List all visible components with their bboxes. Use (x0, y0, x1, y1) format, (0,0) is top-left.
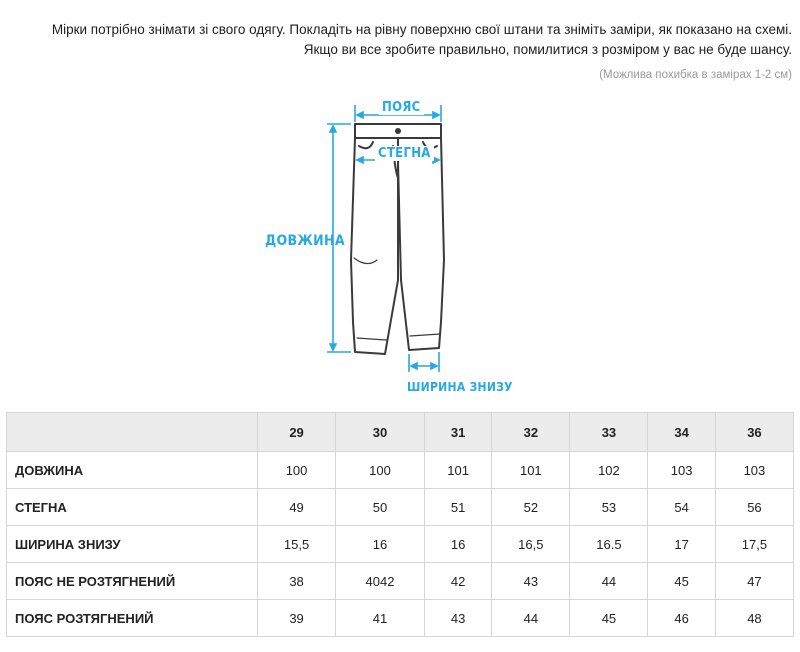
bottom-width-label: ШИРИНА ЗНИЗУ (407, 380, 513, 394)
table-cell: 51 (424, 489, 491, 526)
table-cell: 52 (492, 489, 570, 526)
table-cell: 44 (570, 563, 648, 600)
table-cell: 4042 (336, 563, 425, 600)
pants-left-leg (351, 138, 398, 354)
size-chart-table (6, 412, 794, 637)
table-cell: 56 (715, 489, 793, 526)
table-cell: 42 (424, 563, 491, 600)
table-cell: 100 (258, 452, 336, 489)
table-cell: 45 (648, 563, 715, 600)
table-row (7, 452, 794, 489)
table-cell: 38 (258, 563, 336, 600)
pants-right-leg (398, 138, 444, 350)
size-header-cell: 34 (648, 413, 715, 452)
table-cell: 15,5 (258, 526, 336, 563)
table-cell: 16 (336, 526, 425, 563)
table-cell: 102 (570, 452, 648, 489)
waist-label: ПОЯС (379, 100, 424, 115)
table-cell: 53 (570, 489, 648, 526)
table-cell: 17 (648, 526, 715, 563)
row-label: СТЕГНА (7, 489, 258, 526)
table-cell: 45 (570, 600, 648, 637)
table-cell: 101 (424, 452, 491, 489)
row-label: ШИРИНА ЗНИЗУ (7, 526, 258, 563)
table-cell: 103 (648, 452, 715, 489)
row-label: ПОЯС НЕ РОЗТЯГНЕНИЙ (7, 563, 258, 600)
size-header-cell: 32 (492, 413, 570, 452)
hips-label: СТЕГНА (375, 146, 434, 161)
instructions-text (2, 20, 792, 60)
instructions-line-1: Мірки потрібно знімати зі свого одягу. Покладіть на рівну поверхню свої штани та зніміть заміри, як показано на схемі. (51, 22, 792, 37)
table-cell: 100 (336, 452, 425, 489)
table-row (7, 489, 794, 526)
table-cell: 39 (258, 600, 336, 637)
table-cell: 48 (715, 600, 793, 637)
table-cell: 50 (336, 489, 425, 526)
pants-measurement-diagram (255, 90, 515, 400)
table-cell: 17,5 (715, 526, 793, 563)
size-header-cell: 36 (715, 413, 793, 452)
table-cell: 103 (715, 452, 793, 489)
table-cell: 43 (492, 563, 570, 600)
measurement-error-note: (Можлива похибка в замірах 1-2 см) (599, 69, 792, 81)
length-label: ДОВЖИНА (265, 233, 345, 249)
header-corner-cell (7, 413, 258, 452)
size-header-cell: 33 (570, 413, 648, 452)
size-header-cell: 31 (424, 413, 491, 452)
row-label: ДОВЖИНА (7, 452, 258, 489)
table-cell: 43 (424, 600, 491, 637)
table-cell: 54 (648, 489, 715, 526)
table-cell: 44 (492, 600, 570, 637)
row-label: ПОЯС РОЗТЯГНЕНИЙ (7, 600, 258, 637)
table-row (7, 600, 794, 637)
size-header-cell: 29 (258, 413, 336, 452)
size-header-cell: 30 (336, 413, 425, 452)
table-row (7, 563, 794, 600)
table-cell: 16 (424, 526, 491, 563)
table-cell: 46 (648, 600, 715, 637)
size-header-row (7, 413, 794, 452)
table-cell: 16.5 (570, 526, 648, 563)
table-cell: 41 (336, 600, 425, 637)
table-cell: 101 (492, 452, 570, 489)
table-cell: 16,5 (492, 526, 570, 563)
table-row (7, 526, 794, 563)
instructions-line-2: Якщо ви все зробите правильно, помилитися з розміром у вас не буде шансу. (303, 42, 792, 57)
table-cell: 47 (715, 563, 793, 600)
table-cell: 49 (258, 489, 336, 526)
